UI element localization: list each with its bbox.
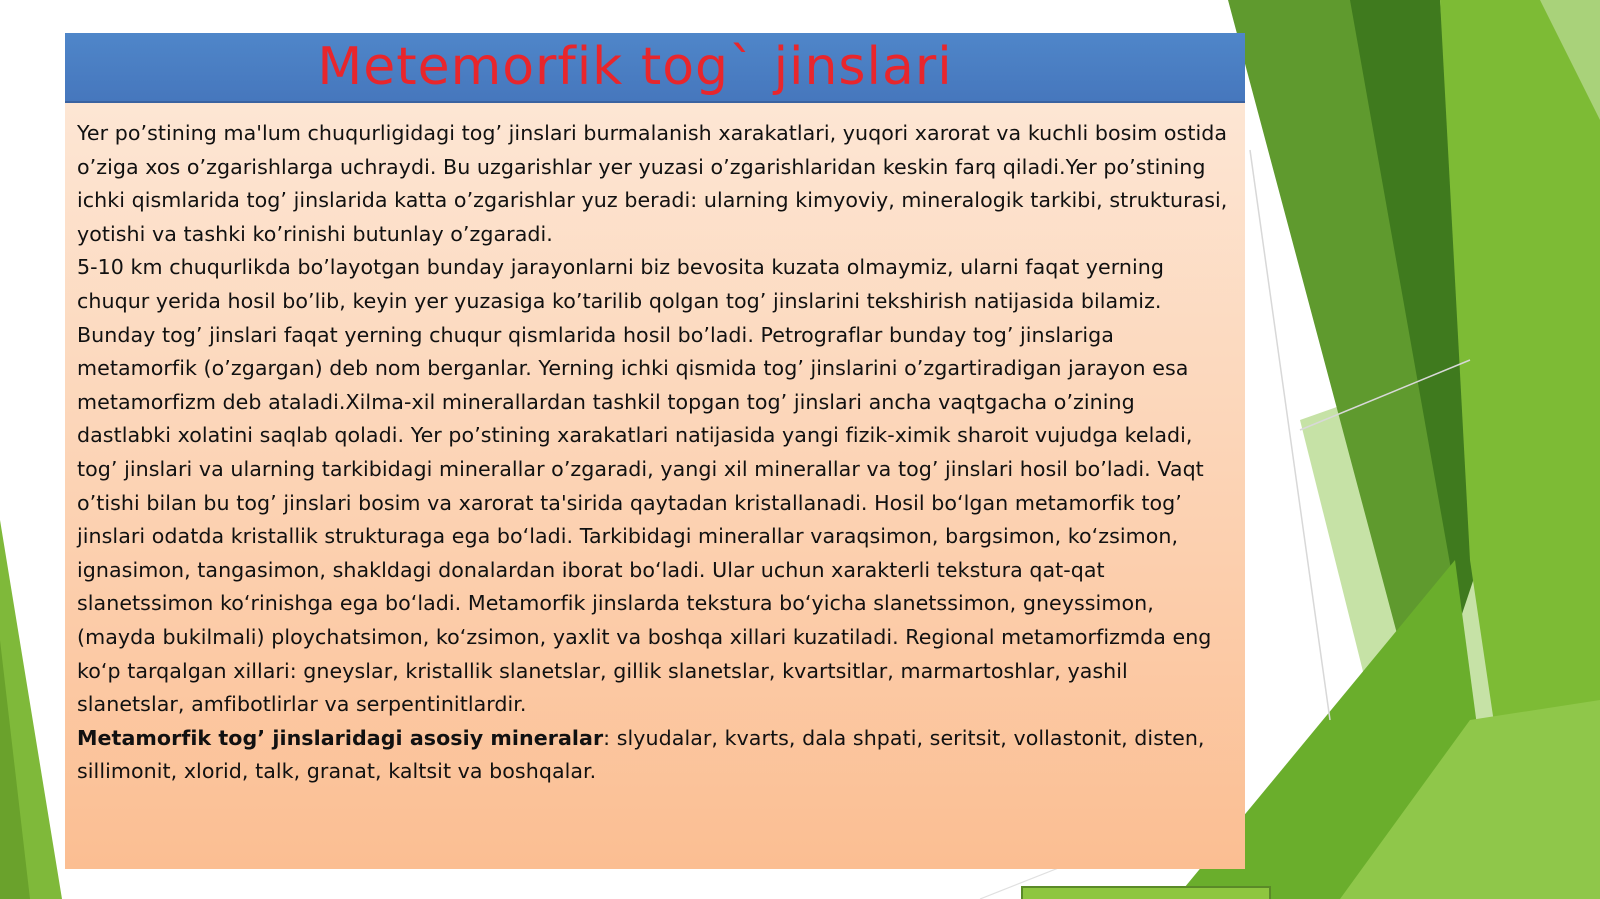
content-box xyxy=(65,103,1245,869)
minerals-list: : slyudalar, kvarts, dala shpati, seritsit, vollastonit, disten, sillimonit, xlorid, talk, granat, kaltsit va boshqalar. xyxy=(77,725,1205,784)
paragraph-intro: Yer po’stining ma'lum chuqurligidagi tog’ jinslari burmalanish xarakatlari, yuqori xarorat va kuchli bosim ostida o’ziga xos o’zgarishlarga uchraydi. Bu uzgarishlar yer yuzasi o’zgarishlaridan keskin farq qiladi.Yer po’stining ichki qismlarida tog’ jinslarida katta o’zgarishlar yuz beradi: ularning kimyoviy, mineralogik tarkibi, strukturasi, yotishi va tashki ko’rinishi butunlay o’zgaradi. xyxy=(77,121,1228,246)
title-bar xyxy=(65,33,1245,103)
slide-title: Metemorfik tog` jinslari xyxy=(317,37,953,97)
green-rectangle xyxy=(1021,886,1271,899)
paragraph-main: 5-10 km chuqurlikda bo’layotgan bunday jarayonlarni biz bevosita kuzata olmaymiz, ularni faqat yerning chuqur yerida hosil bo’lib, keyin yer yuzasiga ko’tarilib qolgan tog’ jinslarini tekshirish natijasida bilamiz. Bunday tog’ jinslari faqat yerning chuqur qismlarida hosil bo’ladi. Petrograflar bunday tog’ jinslariga metamorfik (o’zgargan) deb nom berganlar. Yerning ichki qismida tog’ jinslarini o’zgartiradigan jarayon esa metamorfizm deb ataladi.Xilma-xil minerallardan tashkil topgan tog’ jinslari ancha vaqtgacha o’zining dastlabki xolatini saqlab qoladi. Yer po’stining xarakatlari natijasida yangi fizik-ximik sharoit vujudga keladi, tog’ jinslari va ularning tarkibidagi minerallar o’zgaradi, yangi xil minerallar va tog’ jinslari hosil bo’ladi. Vaqt o’tishi bilan bu tog’ jinslari bosim va xarorat ta'sirida qaytadan kristallanadi. Hosil bo‘lgan metamorfik tog’ jinslari odatda kristallik strukturaga ega bo‘ladi. Tarkibidagi minerallar varaqsimon, bargsimon, ko‘zsimon, ignasimon, tangasimon, shakldagi donalardan iborat bo‘ladi. Ular uchun xarakterli tekstura qat-qat slanetssimon ko‘rinishga ega bo‘ladi. Metamorfik jinslarda tekstura bo‘yicha slanetssimon, gneyssimon, (mayda bukilmali) ploychatsimon, ko‘zsimon, yaxlit va boshqa xillari kuzatiladi. Regional metamorfizmda eng ko‘p tarqalgan xillari: gneyslar, kristallik slanetslar, gillik slanetslar, kvartsitlar, marmartoshlar, yashil slanetslar, amfibotlirlar va serpentinitlardir. xyxy=(77,255,1212,717)
paragraph-minerals xyxy=(77,722,1235,789)
body-text xyxy=(77,117,1235,789)
minerals-label: Metamorfik tog’ jinslaridagi asosiy mineralar xyxy=(77,725,604,750)
